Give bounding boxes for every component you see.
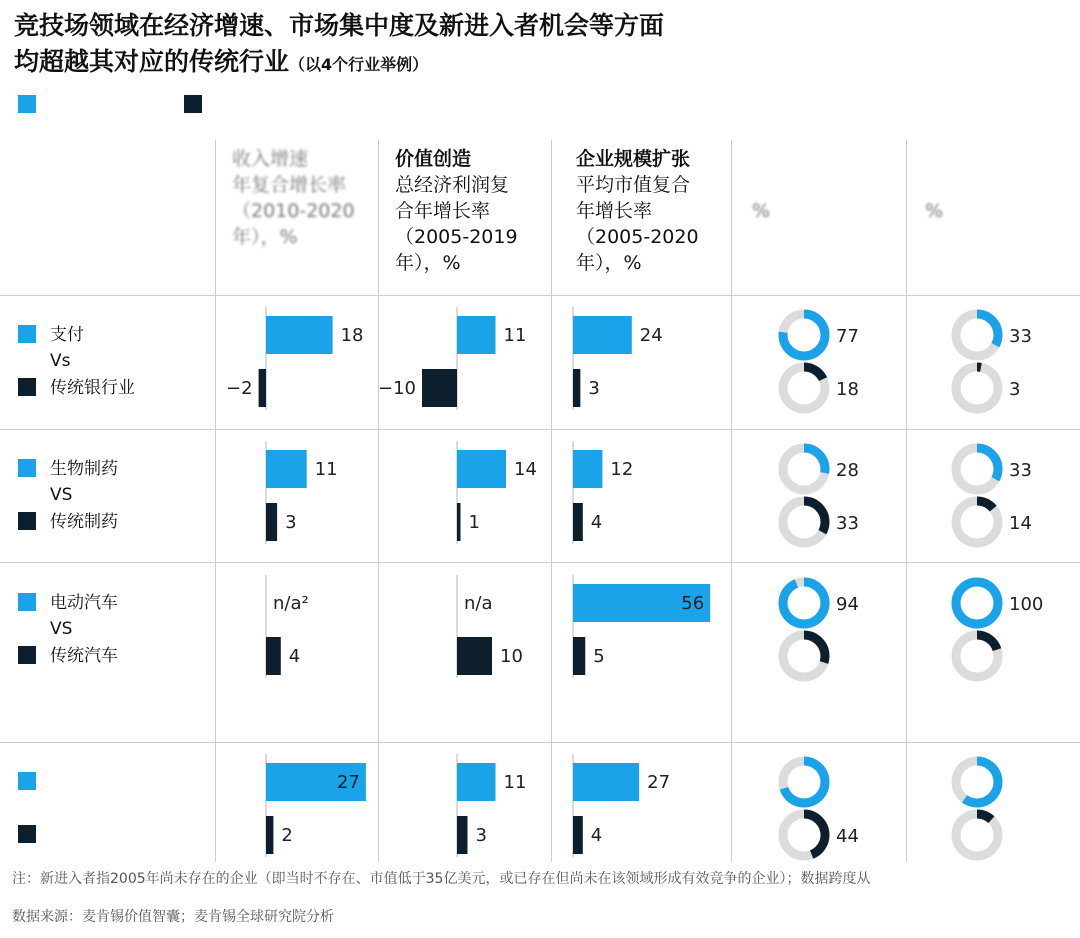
ring-label-traditional: 18 xyxy=(836,379,859,400)
value-label-arena: 11 xyxy=(314,459,338,480)
value-label-arena: 11 xyxy=(503,772,527,793)
row-label-vs-text: VS xyxy=(50,619,73,639)
value-label-arena: 14 xyxy=(514,459,537,480)
bar-traditional xyxy=(266,637,281,675)
column-header-title: 企业规模扩张 xyxy=(576,148,691,170)
column-header-title: 价值创造 xyxy=(395,148,472,170)
bar-traditional xyxy=(573,369,580,407)
row-label-traditional-text: 传统制药 xyxy=(50,512,118,532)
value-label-arena: 27 xyxy=(336,772,360,793)
row-label-arena-text: 支付 xyxy=(50,325,84,345)
title-line1: 竞技场领域在经济增速、市场集中度及新进入者机会等方面 xyxy=(14,11,665,40)
bar-arena xyxy=(266,450,307,488)
column-header-line: % xyxy=(752,200,771,222)
column-header-line: （2010-2020 xyxy=(232,200,355,222)
row-label-arena-text: 生物制药 xyxy=(50,459,118,479)
row-label-traditional-text: 传统银行业 xyxy=(50,378,135,398)
column-header-line: 年），% xyxy=(232,226,298,248)
column-header-line: 平均市值复合 xyxy=(576,174,691,196)
value-label-arena: 56 xyxy=(681,593,705,614)
row-label-vs-text: VS xyxy=(50,485,73,505)
ring-arc-arena xyxy=(783,582,825,624)
ring-track-traditional xyxy=(956,814,998,856)
ring-arc-arena xyxy=(956,582,998,624)
value-label-traditional: 4 xyxy=(590,512,603,533)
column-header-line: 年复合增长率 xyxy=(232,174,347,196)
title-line2: 均超越其对应的传统行业 xyxy=(14,47,290,76)
bar-traditional xyxy=(457,503,461,541)
value-label-arena: 18 xyxy=(340,325,364,346)
bar-traditional xyxy=(457,637,492,675)
value-label-traditional: 3 xyxy=(475,825,487,846)
value-label-traditional: 10 xyxy=(500,646,523,667)
ring-label-traditional: 14 xyxy=(1009,513,1032,534)
ring-track-traditional xyxy=(956,367,998,409)
column-header-line: 总经济利润复 xyxy=(395,174,510,196)
source-note: 数据来源：麦肯锡价值智囊；麦肯锡全球研究院分析 xyxy=(12,909,334,925)
title-note: （以4个行业举例） xyxy=(289,55,429,74)
footnote: 注：新进入者指2005年尚未存在的企业（即当时不存在、市值低于35亿美元，或已存在但尚未在该领域形成有效竞争的企业）；数据跨度从 xyxy=(12,871,871,887)
row-label-arena-text: 电动汽车 xyxy=(50,593,118,613)
column-header-line: % xyxy=(925,200,944,222)
value-label-traditional: 3 xyxy=(285,512,297,533)
bar-arena xyxy=(573,450,602,488)
bar-traditional xyxy=(573,637,585,675)
column-header-line: （2005-2019 xyxy=(395,226,518,248)
bar-arena xyxy=(573,763,639,801)
ring-label-traditional: 33 xyxy=(836,513,859,534)
column-header-line: 年），% xyxy=(395,252,461,274)
bar-traditional xyxy=(266,503,277,541)
ring-label-arena: 94 xyxy=(836,594,859,615)
ring-label-arena: 33 xyxy=(1009,460,1032,481)
value-label-arena: 24 xyxy=(639,325,663,346)
column-header-line: 年增长率 xyxy=(576,200,653,222)
value-label-traditional: −10 xyxy=(378,378,416,399)
column-header-line: 年），% xyxy=(576,252,642,274)
ring-label-traditional: 3 xyxy=(1009,379,1021,400)
bar-arena xyxy=(457,316,496,354)
value-label-traditional: 4 xyxy=(590,825,603,846)
column-header-line: （2005-2020 xyxy=(576,226,699,248)
value-label-traditional: 2 xyxy=(281,825,293,846)
ring-label-arena: 100 xyxy=(1009,594,1044,615)
ring-label-arena: 28 xyxy=(836,460,859,481)
bar-arena xyxy=(573,316,632,354)
column-header-line: 收入增速 xyxy=(232,148,309,170)
ring-label-arena: 77 xyxy=(836,326,859,347)
bar-arena xyxy=(457,763,496,801)
bar-traditional xyxy=(259,369,266,407)
value-label-arena: n/a xyxy=(464,593,493,614)
bar-traditional xyxy=(422,369,457,407)
column-header-line: 合年增长率 xyxy=(395,200,491,222)
value-label-arena: 12 xyxy=(610,459,634,480)
bar-traditional xyxy=(457,816,468,854)
bar-traditional xyxy=(266,816,273,854)
bar-traditional xyxy=(573,503,583,541)
value-label-traditional: 4 xyxy=(288,646,301,667)
value-label-arena: n/a² xyxy=(273,593,309,614)
ring-label-arena: 33 xyxy=(1009,326,1032,347)
row-label-vs-text: Vs xyxy=(50,351,71,371)
row-label-traditional-text: 传统汽车 xyxy=(50,646,118,666)
value-label-traditional: 3 xyxy=(588,378,600,399)
bar-traditional xyxy=(573,816,583,854)
ring-label-traditional: 44 xyxy=(836,826,859,847)
value-label-arena: 27 xyxy=(647,772,671,793)
value-label-traditional: −2 xyxy=(226,378,253,399)
value-label-traditional: 1 xyxy=(468,512,480,533)
bar-arena xyxy=(457,450,506,488)
bar-arena xyxy=(266,316,333,354)
value-label-traditional: 5 xyxy=(593,646,605,667)
value-label-arena: 11 xyxy=(503,325,527,346)
